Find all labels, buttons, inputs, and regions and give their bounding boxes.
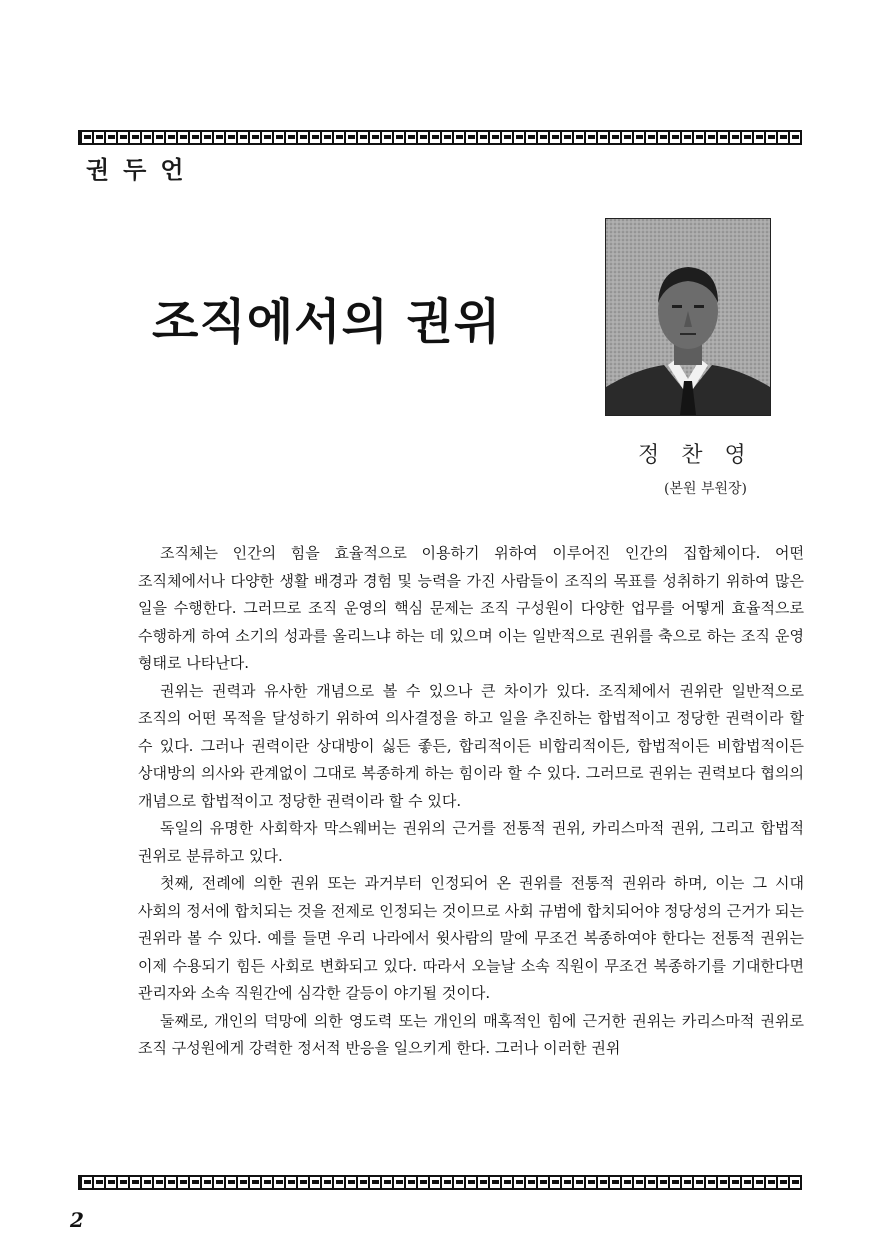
article-body (138, 540, 804, 1063)
decorative-bottom-border (78, 1175, 802, 1190)
page-number: 2 (70, 1208, 84, 1232)
paragraph: 권위는 권력과 유사한 개념으로 볼 수 있으나 큰 차이가 있다. 조직체에서 권위란 일반적으로 조직의 어떤 목적을 달성하기 위하여 의사결정을 하고 일을 추진하는 합법적이고 정당한 권력이라 할 수 있다. 그러나 권력이란 상대방이 싫든 좋든, 합리적이든 비합리적이든, 합법적이든 비합법적이든 상대방의 의사와 관계없이 그대로 복종하게 하는 힘이라 할 수 있다. 그러므로 권위는 권력보다 협의의 개념으로 합법적이고 정당한 권력이라 할 수 있다. (138, 681, 804, 810)
paragraph: 조직체는 인간의 힘을 효율적으로 이용하기 위하여 이루어진 인간의 집합체이다. 어떤 조직체에서나 다양한 생활 배경과 경험 및 능력을 가진 사람들이 조직의 목표를 성취하기 위하여 많은 일을 수행한다. 그러므로 조직 운영의 핵심 문제는 조직 구성원이 다양한 업무를 어떻게 효율적으로 수행하게 하여 소기의 성과를 올리느냐 하는 데 있으며 이는 일반적으로 권위를 축으로 하는 조직 운영 형태로 나타난다. (138, 544, 804, 672)
article-title: 조직에서의 권위 (152, 294, 502, 350)
paragraph: 둘째로, 개인의 덕망에 의한 영도력 또는 개인의 매혹적인 힘에 근거한 권위는 카리스마적 권위로 조직 구성원에게 강력한 정서적 반응을 일으키게 한다. 그러나 이러한 권위 (138, 1011, 804, 1057)
paragraph: 첫째, 전례에 의한 권위 또는 과거부터 인정되어 온 권위를 전통적 권위라 하며, 이는 그 시대 사회의 정서에 합치되는 것을 전제로 인정되는 것이므로 사회 규범에 합치되어야 정당성의 근거가 되는 권위라 볼 수 있다. 예를 들면 우리 나라에서 윗사람의 말에 무조건 복종하여야 한다는 전통적 권위는 이제 수용되기 힘든 사회로 변화되고 있다. 따라서 오늘날 소속 직원이 무조건 복종하기를 기대한다면 관리자와 소속 직원간에 심각한 갈등이 야기될 것이다. (138, 874, 804, 1002)
author-portrait (605, 218, 771, 416)
section-label: 권두언 (86, 156, 198, 184)
decorative-top-border (78, 130, 802, 145)
author-name: 정찬영 (638, 443, 768, 468)
paragraph: 독일의 유명한 사회학자 막스웨버는 권위의 근거를 전통적 권위, 카리스마적 권위, 그리고 합법적 권위로 분류하고 있다. (138, 819, 804, 865)
author-title: (본원 부원장) (664, 481, 747, 497)
